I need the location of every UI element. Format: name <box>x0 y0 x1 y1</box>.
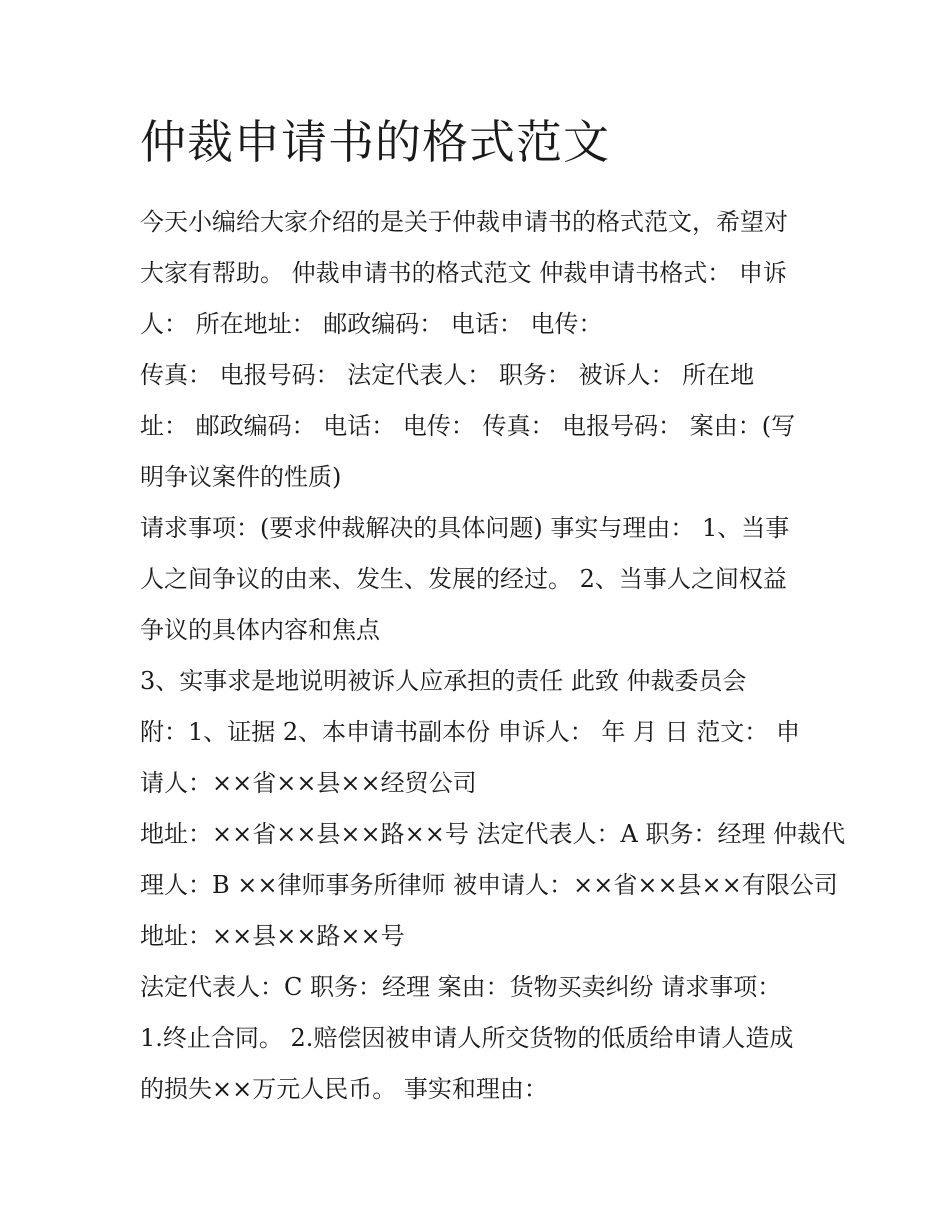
body-line: 明争议案件的性质) <box>140 463 342 491</box>
body-line: 请人：××省××县××经贸公司 <box>140 769 477 797</box>
body-line: 附：1、证据 2、本申请书副本份 申诉人： 年 月 日 范文： 申 <box>140 718 800 746</box>
body-line: 传真： 电报号码： 法定代表人： 职务： 被诉人： 所在地 <box>140 361 755 389</box>
body-line: 今天小编给大家介绍的是关于仲裁申请书的格式范文，希望对 <box>140 208 788 236</box>
document-body <box>140 197 846 1115</box>
body-line: 法定代表人：C 职务：经理 案由：货物买卖纠纷 请求事项： <box>140 973 782 1001</box>
body-line: 地址：××省××县××路××号 法定代表人：A 职务：经理 仲裁代 <box>140 820 846 848</box>
body-line: 人： 所在地址： 邮政编码： 电话： 电传： <box>140 310 603 338</box>
body-line: 大家有帮助。 仲裁申请书的格式范文 仲裁申请书格式： 申诉 <box>140 259 787 287</box>
body-line: 理人：B ××律师事务所律师 被申请人：××省××县××有限公司 <box>140 871 838 899</box>
body-line: 3、实事求是地说明被诉人应承担的责任 此致 仲裁委员会 <box>140 667 747 695</box>
body-line: 址： 邮政编码： 电话： 电传： 传真： 电报号码： 案由：(写 <box>140 412 796 440</box>
body-line: 人之间争议的由来、发生、发展的经过。 2、当事人之间权益 <box>140 565 787 593</box>
body-line: 的损失××万元人民币。 事实和理由： <box>140 1075 548 1103</box>
body-line: 请求事项：(要求仲裁解决的具体问题) 事实与理由： 1、当事 <box>140 514 790 542</box>
body-line: 1.终止合同。 2.赔偿因被申请人所交货物的低质给申请人造成 <box>140 1024 794 1052</box>
body-line: 争议的具体内容和焦点 <box>140 616 380 644</box>
body-line: 地址：××县××路××号 <box>140 922 405 950</box>
document-title: 仲裁申请书的格式范文 <box>140 115 610 169</box>
